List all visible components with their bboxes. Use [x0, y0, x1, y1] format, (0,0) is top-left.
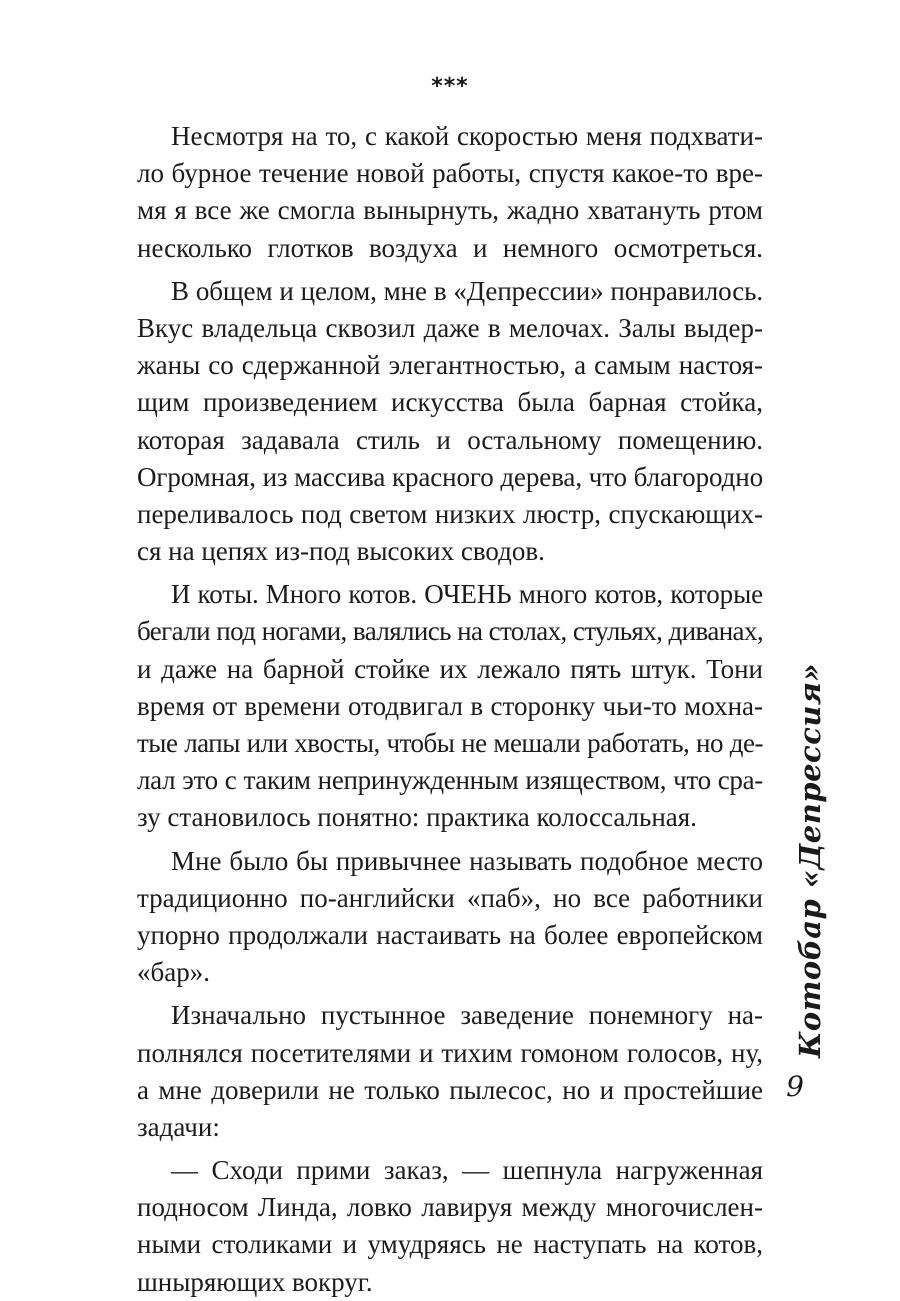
- text-line: подносом Линда, ловко лавируя между многочислен-: [137, 1192, 763, 1223]
- text-line: Изначально пустынное заведение понемногу на-: [171, 1000, 763, 1031]
- text-line: переливалось под светом низких люстр, спускающих-: [137, 498, 763, 529]
- page-number: 9: [786, 1070, 804, 1103]
- text-line: «бар».: [137, 957, 210, 988]
- text-line: традиционно по-английски «паб», но все работники: [137, 882, 763, 913]
- text-line: Мне было бы привычнее называть подобное место: [171, 845, 763, 876]
- text-line: мя я все же смогла вынырнуть, жадно хватануть ртом: [137, 195, 763, 226]
- text-line: тые лапы или хвосты, чтобы не мешали работать, но де-: [137, 728, 763, 758]
- paragraph-5: [137, 997, 763, 1146]
- text-line: а мне доверили не только пылесос, но и простейшие: [137, 1074, 763, 1105]
- text-line: щим произведением искусства была барная стойка,: [137, 387, 763, 418]
- paragraph-3: [137, 576, 763, 836]
- body-text: [137, 118, 763, 1301]
- text-line: — Сходи прими заказ, — шепнула нагруженная: [171, 1155, 763, 1186]
- paragraph-2: [137, 273, 763, 571]
- section-break-ornament: ***: [431, 74, 469, 99]
- text-line: бегали под ногами, валялись на столах, стульях, диванах,: [137, 616, 763, 647]
- text-line: Вкус владельца сквозил даже в мелочах. Залы выдер-: [137, 312, 763, 343]
- text-line: И коты. Много котов. ОЧЕНЬ много котов, которые: [171, 579, 763, 610]
- paragraph-1: [137, 118, 763, 267]
- text-line: жаны со сдержанной элегантностью, а самым настоя-: [137, 350, 763, 381]
- running-head: Котобар «Депрессия»: [793, 662, 827, 1058]
- text-line: время от времени отодвигал в сторонку чьи-то мохна-: [137, 690, 763, 721]
- text-line: полнялся посетителями и тихим гомоном голосов, ну,: [137, 1037, 763, 1068]
- text-line: ся на цепях из-под высоких сводов.: [137, 536, 545, 567]
- text-line: упорно продолжали настаивать на более европейском: [137, 919, 763, 950]
- text-line: лал это с таким непринужденным изяществом, что сра-: [137, 765, 763, 796]
- text-line: ными столиками и умудряясь не наступать на котов,: [137, 1229, 763, 1260]
- paragraph-4: [137, 843, 763, 992]
- text-line: несколько глотков воздуха и немного осмотреться.: [137, 232, 763, 263]
- paragraph-6: [137, 1152, 763, 1301]
- text-line: задачи:: [137, 1111, 220, 1142]
- text-line: шныряющих вокруг.: [137, 1266, 373, 1297]
- text-line: ло бурное течение новой работы, спустя какое-то вре-: [137, 158, 763, 189]
- text-line: В общем и целом, мне в «Депрессии» понравилось.: [171, 275, 763, 306]
- text-line: Несмотря на то, с какой скоростью меня подхвати-: [171, 121, 763, 151]
- text-line: и даже на барной стойке их лежало пять штук. Тони: [137, 653, 763, 684]
- text-line: Огромная, из массива красного дерева, что благородно: [137, 461, 763, 492]
- text-line: зу становилось понятно: практика колоссальная.: [137, 802, 697, 833]
- text-line: которая задавала стиль и остальному помещению.: [137, 424, 763, 455]
